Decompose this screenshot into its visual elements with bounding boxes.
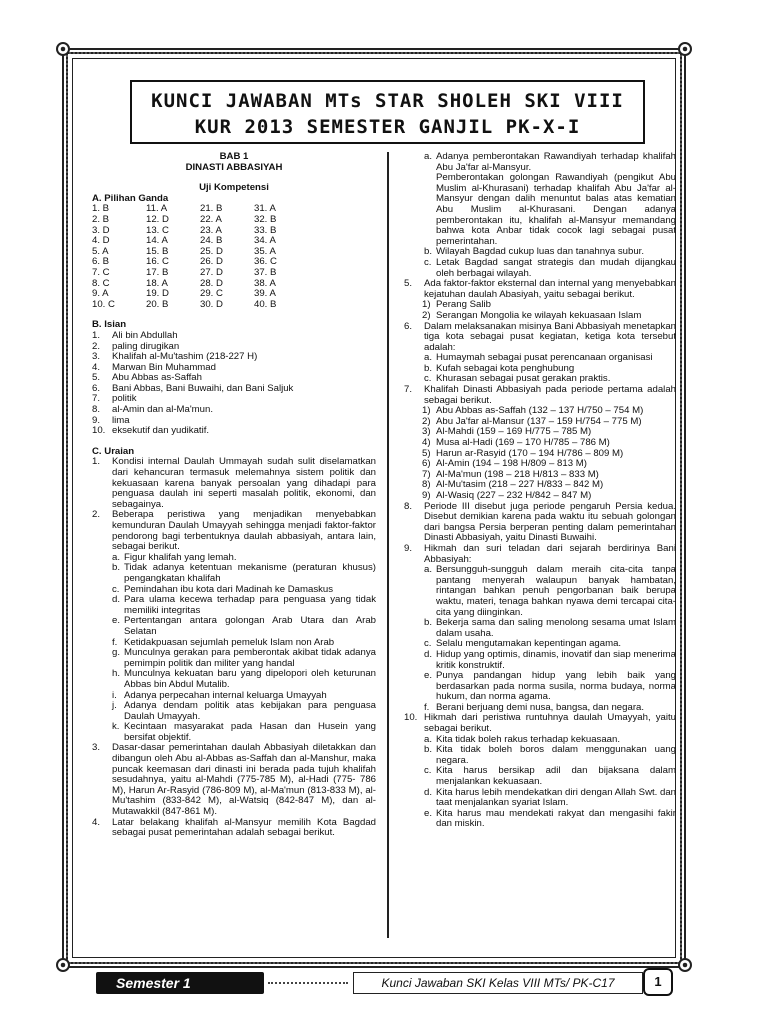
mcq-answer: 12. D	[146, 213, 169, 225]
mcq-answer-grid	[92, 204, 376, 310]
page-title-box	[130, 80, 645, 144]
list-item: 2. Beberapa peristiwa yang menjadikan menyebabkan kemunduran Daulah Umayyah sehingga menjadi faktor-faktor pendorong bagi terbentuknya daulah abbasiyah, antara lain, sebagai berikut.	[92, 509, 376, 553]
list-item: 6. Dalam melaksanakan misinya Bani Abbasiyah menetapkan tiga kota sebagai pusat kegiatan, ketiga kota tersebut adalah:	[404, 320, 676, 353]
list-item: 2. paling dirugikan	[92, 340, 180, 352]
sub-list	[404, 300, 676, 321]
sub-list-item: b. Wilayah Bagdad cukup luas dan tanahnya subur.	[424, 246, 645, 258]
sub-list-item: b. Kufah sebagai kota penghubung	[424, 362, 575, 374]
mcq-row	[92, 204, 376, 215]
list-item: 4. Marwan Bin Muhammad	[92, 361, 216, 373]
mcq-answer: 22. A	[200, 213, 222, 225]
mcq-answer: 23. A	[200, 224, 222, 236]
sub-list-item: h. Munculnya kekuatan baru yang dipelopori oleh keturunan Abbas bin Abdul Mutalib.	[112, 668, 376, 690]
mcq-answer: 25. D	[200, 245, 223, 257]
sub-list-item: 7) Al-Ma'mun (198 – 218 H/813 – 833 M)	[422, 468, 599, 480]
mcq-answer: 4. D	[92, 235, 110, 247]
list-item: 5. Abu Abbas as-Saffah	[92, 372, 202, 384]
mcq-answer: 30. D	[200, 298, 223, 310]
isian-list	[92, 331, 376, 437]
mcq-row	[92, 300, 376, 311]
mcq-answer: 17. B	[146, 266, 169, 278]
list-item: 7. Khalifah Dinasti Abbasiyah pada periode pertama adalah sebagai berikut.	[404, 384, 676, 406]
sub-list	[404, 735, 676, 830]
list-item: 4. Latar belakang khalifah al-Mansyur memilih Kota Bagdad sebagai pusat pemerintahan adalah sebagai berikut.	[92, 816, 376, 839]
page-number: 1	[643, 968, 673, 996]
sub-list	[404, 152, 676, 173]
mcq-row	[92, 279, 376, 290]
sub-list-item: d. Hidup yang optimis, dinamis, inovatif dan siap menerima kritik konstruktif.	[424, 648, 676, 671]
sub-list-item: d. Para ulama kecewa terhadap para penguasa yang tidak memiliki integritas	[112, 594, 376, 616]
mcq-answer: 14. A	[146, 235, 168, 247]
list-item: 6. Bani Abbas, Bani Buwaihi, dan Bani Saljuk	[92, 382, 294, 394]
title-line-2: KUR 2013 SEMESTER GANJIL PK-X-I	[194, 116, 581, 138]
mcq-answer: 37. B	[254, 266, 277, 278]
mcq-answer: 28. D	[200, 277, 223, 289]
sub-list	[404, 353, 676, 385]
sub-list-item: f. Berani berjuang demi nusa, bangsa, dan negara.	[424, 701, 645, 713]
mcq-answer: 18. A	[146, 277, 168, 289]
mcq-answer: 10. C	[92, 298, 115, 310]
section-heading: Uji Kompetensi	[199, 182, 269, 194]
chapter-title: DINASTI ABBASIYAH	[185, 161, 283, 173]
mcq-answer: 6. B	[92, 256, 110, 268]
mcq-answer: 38. A	[254, 277, 276, 289]
mcq-answer: 13. C	[146, 224, 169, 236]
mcq-answer: 39. A	[254, 288, 276, 300]
sub-list-item: j. Adanya dendam politik atas kebijakan para penguasa Daulah Umayyah.	[112, 700, 376, 722]
mcq-answer: 8. C	[92, 277, 110, 289]
sub-list-item: 2) Abu Ja'far al-Mansur (137 – 159 H/754 – 775 M)	[422, 415, 642, 427]
mcq-answer: 7. C	[92, 266, 110, 278]
footer-divider	[268, 982, 348, 984]
sub-list	[404, 406, 676, 501]
mcq-answer: 16. C	[146, 256, 169, 268]
sub-list-item: f. Ketidakpuasan sejumlah pemeluk Islam non Arab	[112, 636, 335, 648]
mcq-answer: 1. B	[92, 203, 110, 215]
sub-list-item: a. Adanya pemberontakan Rawandiyah terhadap khalifah Abu Ja'far al-Mansyur.	[424, 151, 676, 173]
sub-list-item: d. Kita harus lebih mendekatkan diri dengan Allah Swt. dan taat menjalankan syariat Islam.	[424, 786, 676, 809]
right-column	[404, 152, 676, 830]
left-column	[92, 152, 376, 839]
sub-list-item: a. Kita tidak boleh rakus terhadap kekuasaan.	[424, 733, 621, 745]
mcq-row	[92, 268, 376, 279]
semester-label: Semester 1	[96, 972, 264, 994]
sub-list-item: 6) Al-Amin (194 – 198 H/809 – 813 M)	[422, 458, 587, 470]
sub-list-item: e. Kita harus mau mendekati rakyat dan mengasihi fakir dan miskin.	[424, 807, 676, 830]
corner-ornament-icon	[56, 958, 70, 972]
mcq-answer: 15. B	[146, 245, 169, 257]
page-footer	[78, 972, 694, 994]
mcq-answer: 35. A	[254, 245, 276, 257]
sub-list-item: c. Pemindahan ibu kota dari Madinah ke Damaskus	[112, 583, 334, 595]
mcq-answer: 33. B	[254, 224, 277, 236]
section-a-heading: A. Pilihan Ganda	[92, 192, 169, 204]
mcq-row	[92, 226, 376, 237]
list-item: 1. Ali bin Abdullah	[92, 329, 178, 341]
paragraph: Pemberontakan golongan Rawandiyah (pengikut Abu Muslim al-Khurasani) terhadap khalifah Abu Ja'far al-Mansyur dengan dalih menuntut balas atas kematian Abu Muslim al-Khurasani. Dengan adanya pemberontakan itu, khalifah al-Mansyur memandang bahwa kota Anbar tidak cocok lagi sebagai pusat pemerintahan.	[436, 172, 676, 247]
title-line-1: KUNCI JAWABAN MTs STAR SHOLEH SKI VIII	[151, 90, 624, 112]
mcq-answer: 9. A	[92, 288, 109, 300]
mcq-answer: 5. A	[92, 245, 109, 257]
sub-list-item: c. Selalu mengutamakan kepentingan agama.	[424, 638, 622, 650]
mcq-answer: 11. A	[146, 203, 168, 215]
chapter-number: BAB 1	[219, 151, 249, 162]
mcq-row	[92, 215, 376, 226]
sub-list-item: c. Kita harus bersikap adil dan bijaksana dalam menjalankan kekuasaan.	[424, 765, 676, 788]
mcq-row	[92, 289, 376, 300]
corner-ornament-icon	[678, 42, 692, 56]
sub-list-item: 1) Abu Abbas as-Saffah (132 – 137 H/750 – 754 M)	[422, 405, 644, 417]
mcq-answer: 40. B	[254, 298, 277, 310]
sub-list-item: b. Kita tidak boleh boros dalam menggunakan uang negara.	[424, 744, 676, 766]
list-item: 5. Ada faktor-faktor eksternal dan internal yang menyebabkan kejatuhan daulah Abasiyah, yaitu sebagai berikut.	[404, 278, 676, 300]
sub-list-item: 8) Al-Mu'tasim (218 – 227 H/833 – 842 M)	[422, 479, 604, 491]
mcq-answer: 29. C	[200, 288, 223, 300]
corner-ornament-icon	[678, 958, 692, 972]
list-item: 3. Dasar-dasar pemerintahan daulah Abbasiyah diletakkan dan dibangun oleh Abu al-Abbas as-Saffah dan al-Manshur, maka puncak keemasan dari dinasti ini berada pada tujuh khalifah sesudahnya, yaitu al-Mahdi (775-785 M), al-Hadi (775- 786 M), Harun Ar-Rasyid (786-809 M), al-Ma'mun (813-833 M), al-Mu'tashim (833-842 M), al-Watsiq (842-847 M), dan al-Mutawakkil (847-861 M).	[92, 742, 376, 818]
mcq-answer: 20. B	[146, 298, 169, 310]
mcq-row	[92, 257, 376, 268]
list-item: 3. Khalifah al-Mu'tashim (218-227 H)	[92, 351, 258, 363]
section-b-heading: B. Isian	[92, 319, 127, 331]
mcq-answer: 34. A	[254, 235, 276, 247]
sub-list-item: 2) Serangan Mongolia ke wilayah kekuasaan Islam	[422, 309, 642, 321]
mcq-row	[92, 236, 376, 247]
list-item: 8. al-Amin dan al-Ma'mun.	[92, 404, 214, 416]
sub-list-item: 3) Al-Mahdi (159 – 169 H/775 – 785 M)	[422, 426, 592, 438]
mcq-row	[92, 247, 376, 258]
mcq-answer: 36. C	[254, 256, 277, 268]
sub-list-item: e. Pertentangan antara golongan Arab Utara dan Arab Selatan	[112, 615, 376, 637]
mcq-answer: 31. A	[254, 203, 276, 215]
sub-list-item: c. Khurasan sebagai pusat gerakan praktis.	[424, 373, 611, 385]
sub-list-item: 1) Perang Salib	[422, 299, 491, 311]
mcq-answer: 21. B	[200, 203, 223, 215]
sub-list-item: 5) Harun ar-Rasyid (170 – 194 H/786 – 809 M)	[422, 447, 624, 459]
sub-list-item: a. Humaymah sebagai pusat perencanaan organisasi	[424, 352, 653, 364]
list-item: 1. Kondisi internal Daulah Ummayah sudah sulit diselamatkan dari kehancuran termasuk melemahnya sistem politik dan kekuasaan karena banyak persoalan yang dihadapi para penguasa daulah ini seperti masalah politik, ekonomi, dan sebagainya.	[92, 456, 376, 510]
list-item: 7. politik	[92, 393, 137, 405]
list-item: 10. Hikmah dari peristiwa runtuhnya daulah Umayyah, yaitu sebagai berikut.	[404, 712, 676, 735]
sub-list-item: a. Figur khalifah yang lemah.	[112, 551, 237, 563]
section-c-heading: C. Uraian	[92, 445, 135, 457]
sub-list	[92, 553, 376, 744]
column-divider	[387, 152, 389, 938]
list-item: 8. Periode III disebut juga periode pengaruh Persia kedua. Disebut demikian karena pada waktu itu sebuah golongan dari bangsa Persia berperan penting dalam pemerintahan Dinasti Abbasiyah, yaitu Dinasti Buwaihi.	[404, 500, 676, 544]
sub-list-item: 9) Al-Wasiq (227 – 232 H/842 – 847 M)	[422, 490, 592, 501]
sub-list-item: g. Munculnya gerakan para pemberontak akibat tidak adanya pemimpin politik dan militer yang handal	[112, 647, 376, 669]
mcq-answer: 27. D	[200, 266, 223, 278]
mcq-answer: 19. D	[146, 288, 169, 300]
sub-list-item: b. Tidak adanya ketentuan mekanisme (peraturan khusus) pengangkatan khalifah	[112, 562, 376, 584]
sub-list-item: e. Punya pandangan hidup yang lebih baik yang berdasarkan pada norma susila, norma budaya, norma hukum, dan norma agama.	[424, 670, 676, 703]
footer-title: Kunci Jawaban SKI Kelas VIII MTs/ PK-C17	[353, 972, 643, 994]
mcq-answer: 24. B	[200, 235, 223, 247]
corner-ornament-icon	[56, 42, 70, 56]
sub-list-item: b. Bekerja sama dan saling menolong sesama umat Islam dalam usaha.	[424, 617, 676, 639]
mcq-answer: 26. D	[200, 256, 223, 268]
sub-list-item: a. Bersungguh-sungguh dalam meraih cita-cita tanpa pantang menyerah walaupun banyak hambatan, rintangan bahkan penuh pengorbanan baik berupa waktu, materi, tenaga bahkan nyawa demi tercapai cita-cita yang diinginkan.	[424, 564, 676, 618]
list-item: 9. Hikmah dan suri teladan dari sejarah berdirinya Bani Abbasiyah:	[404, 542, 676, 565]
list-item: 9. lima	[92, 414, 130, 426]
sub-list-item: c. Letak Bagdad sangat strategis dan mudah dijangkau oleh berbagai wilayah.	[424, 256, 676, 279]
list-item: 10. eksekutif dan yudikatif.	[92, 425, 210, 437]
sub-list-item: k. Kecintaan masyarakat pada Hasan dan Husein yang bersifat objektif.	[112, 721, 376, 743]
sub-list-item: i. Adanya perpecahan internal keluarga Umayyah	[112, 689, 327, 701]
mcq-answer: 32. B	[254, 213, 277, 225]
mcq-answer: 3. D	[92, 224, 110, 236]
sub-list	[404, 565, 676, 713]
sub-list-item: 4) Musa al-Hadi (169 – 170 H/785 – 786 M)	[422, 437, 610, 449]
mcq-answer: 2. B	[92, 213, 110, 225]
sub-list	[404, 247, 676, 279]
